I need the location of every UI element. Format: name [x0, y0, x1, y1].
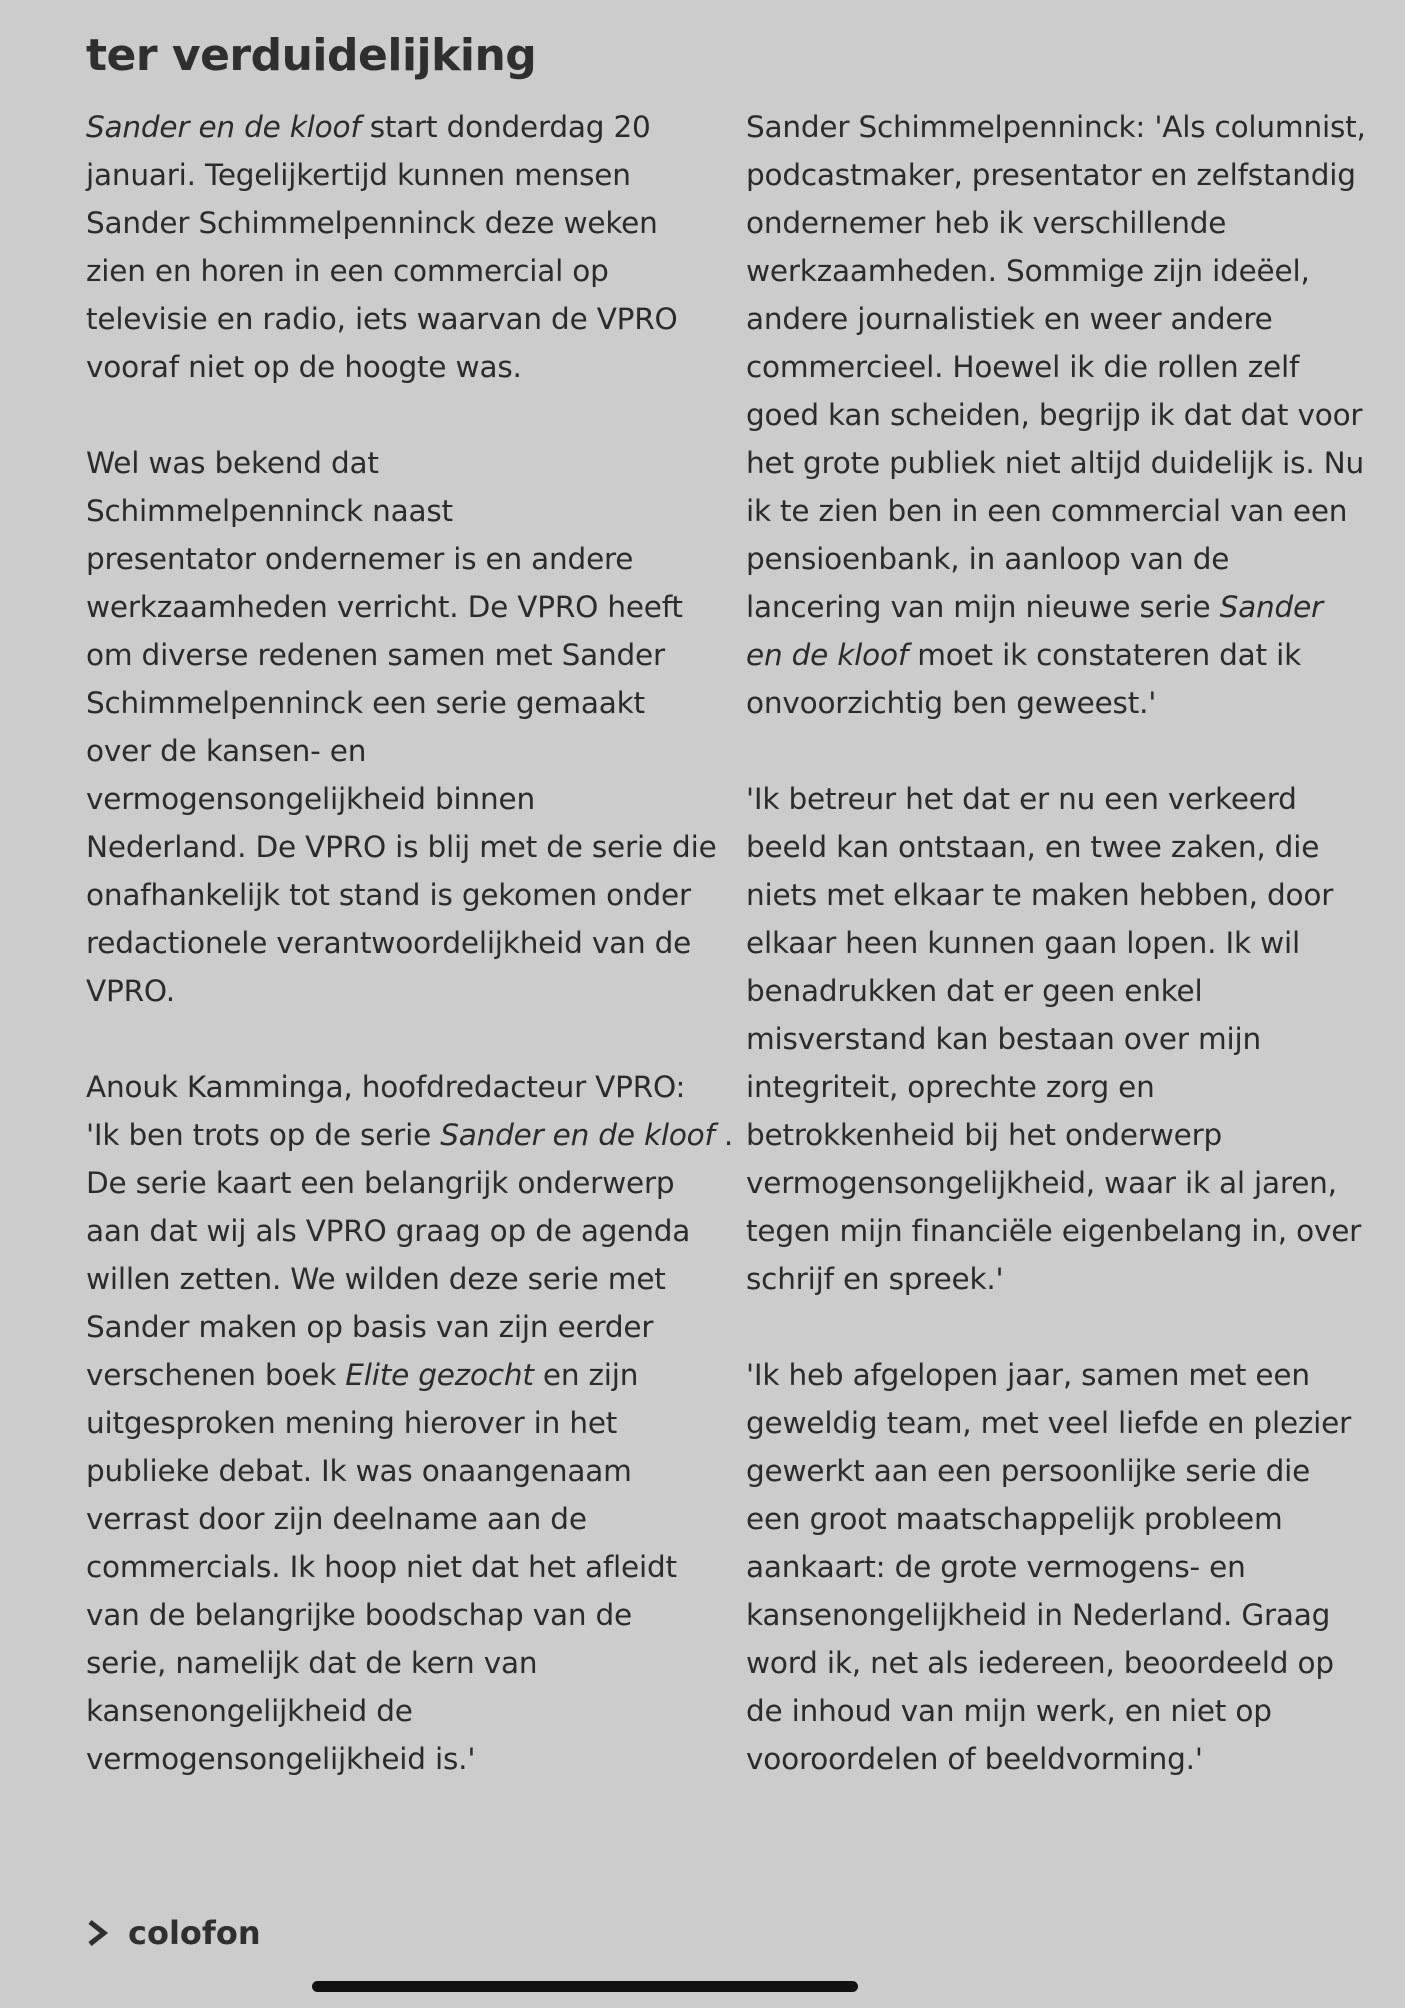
text-line — [746, 1687, 1366, 1735]
text-line — [86, 919, 706, 967]
text-segment: schrijf en spreek.' — [746, 1262, 1004, 1296]
text-line — [746, 247, 1366, 295]
text-line — [86, 199, 706, 247]
text-line — [86, 1111, 734, 1159]
text-line — [746, 631, 1366, 679]
text-segment: geweldig team, met veel liefde en plezier — [746, 1406, 1352, 1440]
text-segment: lancering van mijn nieuwe serie — [746, 590, 1220, 624]
text-line — [86, 679, 706, 727]
italic-title-text: en de kloof — [746, 638, 909, 672]
text-line — [86, 1351, 706, 1399]
text-line — [86, 1447, 706, 1495]
text-segment: benadrukken dat er geen enkel — [746, 974, 1203, 1008]
text-line — [86, 1255, 706, 1303]
text-line — [746, 871, 1366, 919]
text-segment: word ik, net als iedereen, beoordeeld op — [746, 1646, 1334, 1680]
text-line — [746, 1111, 1366, 1159]
text-line — [746, 1159, 1366, 1207]
text-line — [86, 1543, 706, 1591]
text-line — [746, 439, 1366, 487]
text-line — [86, 487, 706, 535]
text-segment: kansenongelijkheid de — [86, 1694, 413, 1728]
text-segment: uitgesproken mening hierover in het — [86, 1406, 618, 1440]
italic-title-text: Sander en de kloof — [86, 110, 361, 144]
text-segment: kansenongelijkheid in Nederland. Graag — [746, 1598, 1331, 1632]
text-line — [86, 727, 706, 775]
left-column — [86, 103, 734, 1831]
text-line — [746, 199, 1366, 247]
text-segment: januari. Tegelijkertijd kunnen mensen — [86, 158, 631, 192]
paragraph-schimmelpenninck-regret — [746, 775, 1366, 1303]
text-line — [86, 823, 717, 871]
text-segment: ondernemer heb ik verschillende — [746, 206, 1227, 240]
text-line — [86, 1639, 706, 1687]
text-segment: vooraf niet op de hoogte was. — [86, 350, 522, 384]
text-segment: Schimmelpenninck een serie gemaakt — [86, 686, 645, 720]
text-segment: verrast door zijn deelname aan de — [86, 1502, 587, 1536]
text-line — [86, 1399, 706, 1447]
paragraph-schimmelpenninck-series — [746, 1351, 1366, 1783]
text-segment: andere journalistiek en weer andere — [746, 302, 1273, 336]
text-line — [746, 823, 1366, 871]
text-segment: vermogensongelijkheid binnen — [86, 782, 535, 816]
text-line — [86, 1159, 706, 1207]
text-segment: de inhoud van mijn werk, en niet op — [746, 1694, 1272, 1728]
text-line — [86, 631, 706, 679]
text-segment: aan dat wij als VPRO graag op de agenda — [86, 1214, 691, 1248]
text-segment: elkaar heen kunnen gaan lopen. Ik wil — [746, 926, 1300, 960]
text-segment: moet ik constateren dat ik — [908, 638, 1301, 672]
text-segment: vermogensongelijkheid is.' — [86, 1742, 476, 1776]
text-segment: Sander Schimmelpenninck deze weken — [86, 206, 658, 240]
text-segment: start donderdag 20 — [360, 110, 651, 144]
text-segment: . — [714, 1118, 734, 1152]
text-segment: over de kansen- en — [86, 734, 367, 768]
text-line — [86, 1735, 706, 1783]
text-line — [746, 1399, 1366, 1447]
text-segment: Nederland. De VPRO is blij met de serie die — [86, 830, 717, 864]
text-line — [86, 295, 706, 343]
text-line — [746, 1351, 1366, 1399]
text-segment: redactionele verantwoordelijkheid van de — [86, 926, 692, 960]
text-line — [86, 1591, 706, 1639]
text-segment: presentator ondernemer is en andere — [86, 542, 634, 576]
text-segment: werkzaamheden verricht. De VPRO heeft — [86, 590, 683, 624]
text-line — [746, 775, 1366, 823]
text-line — [86, 775, 706, 823]
text-segment: betrokkenheid bij het onderwerp — [746, 1118, 1223, 1152]
text-line — [746, 343, 1366, 391]
text-line — [746, 487, 1366, 535]
text-segment: serie, namelijk dat de kern van — [86, 1646, 538, 1680]
italic-title-text: Sander — [1219, 590, 1323, 624]
chevron-right-icon — [86, 1917, 112, 1949]
text-segment: podcastmaker, presentator en zelfstandig — [746, 158, 1356, 192]
text-line — [746, 391, 1366, 439]
text-line — [746, 1639, 1366, 1687]
colofon-label: colofon — [128, 1914, 261, 1952]
text-line — [746, 679, 1366, 727]
home-indicator[interactable] — [312, 1981, 858, 1992]
text-line — [86, 583, 706, 631]
text-line — [746, 583, 1366, 631]
text-segment: Anouk Kamminga, hoofdredacteur VPRO: — [86, 1070, 686, 1104]
colofon-link[interactable] — [86, 1914, 261, 1952]
text-segment: Sander maken op basis van zijn eerder — [86, 1310, 654, 1344]
text-segment: Sander Schimmelpenninck: 'Als columnist, — [746, 110, 1366, 144]
text-segment: integriteit, oprechte zorg en — [746, 1070, 1155, 1104]
text-line — [746, 967, 1366, 1015]
text-line — [86, 151, 706, 199]
text-segment: vooroordelen of beeldvorming.' — [746, 1742, 1203, 1776]
text-line — [86, 1063, 706, 1111]
text-line — [86, 103, 706, 151]
text-segment: VPRO. — [86, 974, 175, 1008]
text-segment: verschenen boek — [86, 1358, 346, 1392]
text-segment: 'Ik heb afgelopen jaar, samen met een — [746, 1358, 1310, 1392]
text-segment: Wel was bekend dat — [86, 446, 379, 480]
text-segment: tegen mijn financiële eigenbelang in, over — [746, 1214, 1362, 1248]
text-segment: 'Ik betreur het dat er nu een verkeerd — [746, 782, 1297, 816]
text-segment: een groot maatschappelijk probleem — [746, 1502, 1283, 1536]
text-line — [86, 871, 706, 919]
text-line — [746, 1255, 1366, 1303]
text-segment: publieke debat. Ik was onaangenaam — [86, 1454, 632, 1488]
text-line — [746, 1591, 1366, 1639]
text-line — [86, 1303, 706, 1351]
italic-title-text: Elite gezocht — [345, 1358, 534, 1392]
text-segment: zien en horen in een commercial op — [86, 254, 609, 288]
paragraph-kamminga-quote — [86, 1063, 734, 1783]
text-segment: onvoorzichtig ben geweest.' — [746, 686, 1157, 720]
italic-title-text: Sander en de kloof — [440, 1118, 715, 1152]
text-segment: gewerkt aan een persoonlijke serie die — [746, 1454, 1311, 1488]
text-line — [746, 295, 1366, 343]
text-segment: televisie en radio, iets waarvan de VPRO — [86, 302, 678, 336]
text-segment: onafhankelijk tot stand is gekomen onder — [86, 878, 691, 912]
text-segment: willen zetten. We wilden deze serie met — [86, 1262, 666, 1296]
text-line — [746, 1543, 1366, 1591]
text-line — [746, 919, 1366, 967]
text-segment: commercieel. Hoewel ik die rollen zelf — [746, 350, 1300, 384]
text-line — [86, 1687, 706, 1735]
text-line — [746, 1207, 1366, 1255]
text-segment: goed kan scheiden, begrijp ik dat dat voor — [746, 398, 1363, 432]
text-segment: Schimmelpenninck naast — [86, 494, 453, 528]
text-segment: beeld kan ontstaan, en twee zaken, die — [746, 830, 1320, 864]
text-line — [86, 343, 706, 391]
page-title: ter verduidelijking — [86, 30, 537, 81]
text-line — [86, 1207, 706, 1255]
text-line — [86, 247, 706, 295]
text-segment: commercials. Ik hoop niet dat het afleidt — [86, 1550, 677, 1584]
text-line — [746, 1063, 1366, 1111]
text-line — [86, 967, 706, 1015]
text-segment: van de belangrijke boodschap van de — [86, 1598, 633, 1632]
text-line — [746, 103, 1366, 151]
text-segment: om diverse redenen samen met Sander — [86, 638, 665, 672]
right-column — [746, 103, 1366, 1831]
text-line — [746, 151, 1366, 199]
text-line — [86, 1495, 706, 1543]
text-line — [86, 535, 706, 583]
text-segment: werkzaamheden. Sommige zijn ideëel, — [746, 254, 1310, 288]
text-line — [746, 1447, 1366, 1495]
paragraph-intro — [86, 103, 706, 391]
text-line — [746, 1015, 1366, 1063]
text-line — [746, 1495, 1366, 1543]
text-segment: 'Ik ben trots op de serie — [86, 1118, 441, 1152]
text-line — [86, 439, 706, 487]
text-segment: niets met elkaar te maken hebben, door — [746, 878, 1334, 912]
text-segment: en zijn — [533, 1358, 639, 1392]
paragraph-background — [86, 439, 717, 1015]
text-segment: De serie kaart een belangrijk onderwerp — [86, 1166, 675, 1200]
text-segment: ik te zien ben in een commercial van een — [746, 494, 1348, 528]
text-segment: vermogensongelijkheid, waar ik al jaren, — [746, 1166, 1337, 1200]
text-segment: het grote publiek niet altijd duidelijk is. Nu — [746, 446, 1365, 480]
text-segment: aankaart: de grote vermogens- en — [746, 1550, 1246, 1584]
text-segment: pensioenbank, in aanloop van de — [746, 542, 1230, 576]
text-line — [746, 535, 1366, 583]
paragraph-schimmelpenninck-statement — [746, 103, 1366, 727]
text-line — [746, 1735, 1366, 1783]
text-segment: misverstand kan bestaan over mijn — [746, 1022, 1261, 1056]
